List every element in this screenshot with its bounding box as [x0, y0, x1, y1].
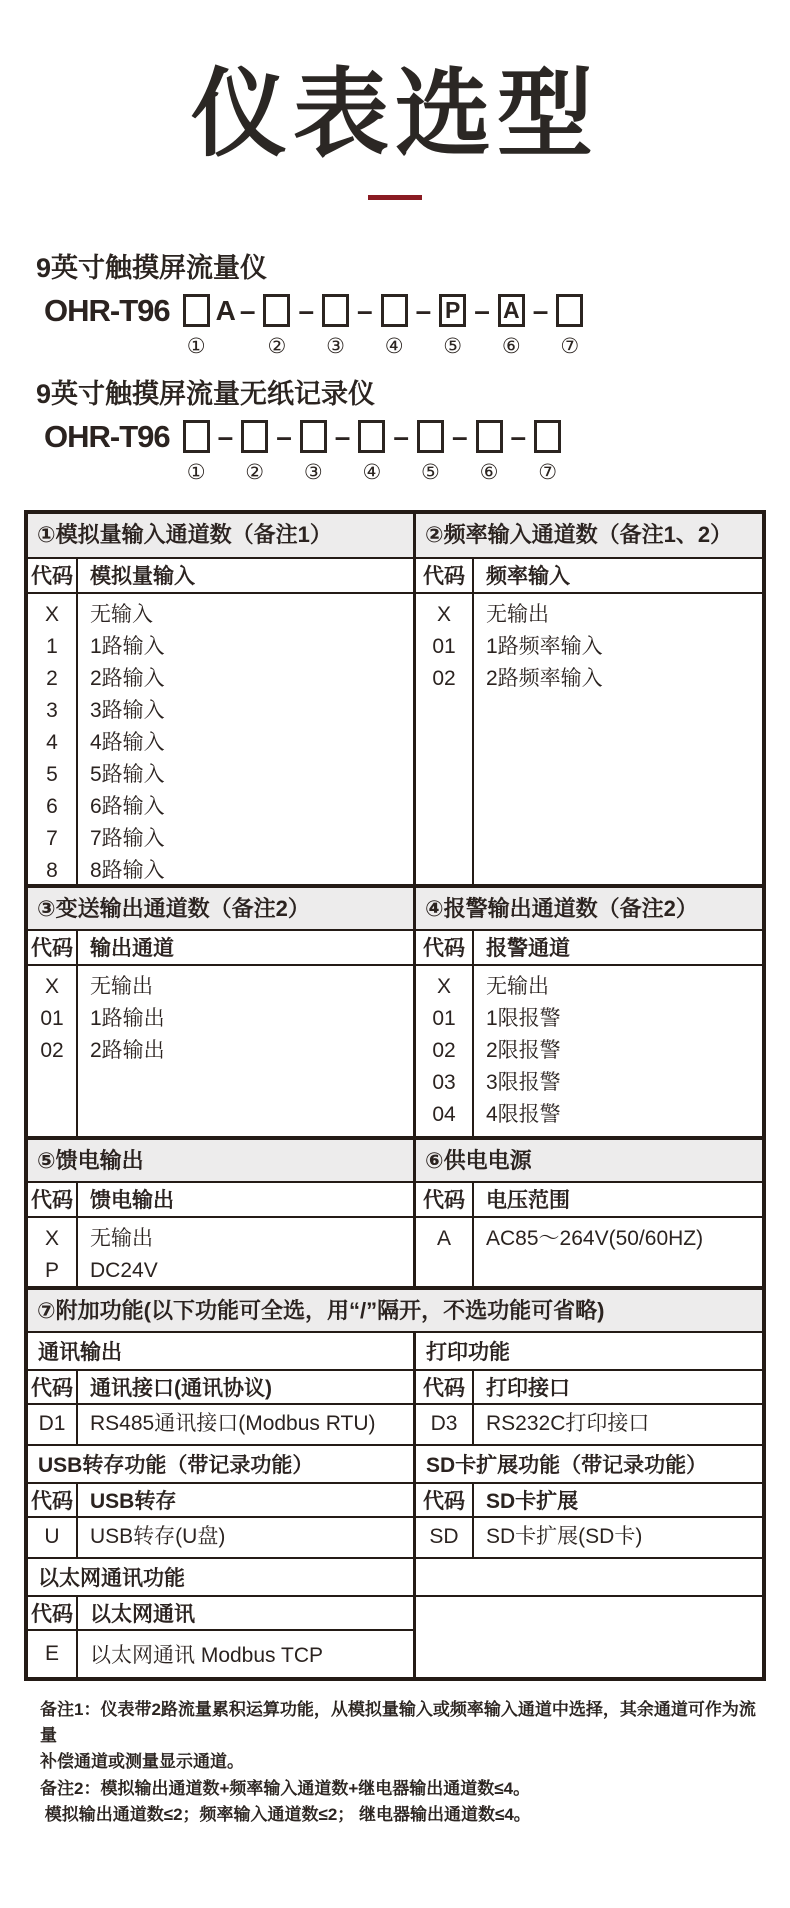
desc-cell: 2路输出: [90, 1038, 165, 1062]
code-cell: 02: [432, 666, 456, 690]
code-cells: [28, 1218, 78, 1286]
code-cells: [28, 594, 78, 884]
code-box: [322, 294, 349, 327]
code-box: [381, 294, 408, 327]
code-box: [300, 420, 327, 453]
code-column-header: 代码: [416, 1371, 474, 1403]
section-title-analog-input: ①模拟量输入通道数（备注1）: [28, 514, 416, 557]
code-cell: SD: [429, 1525, 459, 1549]
code-cell: X: [44, 602, 59, 626]
desc-cell: RS232C打印接口: [486, 1412, 650, 1436]
dash-separator: –: [298, 294, 315, 326]
position-number: ⑥: [501, 333, 521, 358]
table-row: [28, 966, 762, 1138]
table-row: [28, 886, 762, 931]
code-cell: D1: [38, 1412, 66, 1436]
selection-table: [24, 510, 766, 1681]
code-box: [417, 420, 444, 453]
table-row: [28, 1333, 762, 1371]
code-box: [263, 294, 290, 327]
position-number: ③: [303, 459, 323, 484]
model-slot: [417, 420, 444, 484]
model-slot: [358, 420, 385, 484]
position-number: ⑥: [479, 459, 499, 484]
subsection-title-comm-output: 通讯输出: [28, 1333, 416, 1369]
table-row: [28, 1218, 762, 1288]
note-line: 备注2：模拟输出通道数+频率输入通道数+继电器输出通道数≤4。: [40, 1778, 531, 1798]
code-box: [534, 420, 561, 453]
model-heading-flow-meter: 9英寸触摸屏流量仪: [36, 252, 268, 283]
code-cells: [28, 966, 78, 1136]
dash-separator: –: [532, 294, 549, 326]
dash-separator: –: [357, 294, 373, 326]
column-header: 通讯接口(通讯协议): [90, 1376, 272, 1400]
model-slot: [183, 294, 210, 358]
desc-cell: 3路输入: [90, 698, 165, 722]
code-box: [556, 294, 583, 327]
position-number: ②: [245, 459, 265, 484]
dash-separator: –: [217, 420, 234, 452]
table-row: [28, 1405, 762, 1446]
table-row: [28, 514, 762, 559]
section-title-alarm-output: ④报警输出通道数（备注2）: [416, 888, 762, 929]
subsection-title-sd-expansion: SD卡扩展功能（带记录功能）: [426, 1453, 708, 1477]
desc-cell: 以太网通讯 Modbus TCP: [90, 1643, 323, 1667]
page: [0, 50, 790, 1828]
column-header: 以太网通讯: [90, 1602, 195, 1626]
dash-separator: –: [451, 420, 468, 452]
code-cell: X: [44, 974, 59, 998]
code-cells: [416, 1405, 474, 1444]
note-line: 备注1：仪表带2路流量累积运算功能，从模拟量输入或频率输入通道中选择，其余通道可作为流量: [40, 1699, 756, 1745]
code-column-header: 代码: [28, 1484, 78, 1516]
position-number: ①: [186, 459, 206, 484]
code-cell: D3: [430, 1412, 458, 1436]
code-cell: 5: [46, 762, 58, 786]
code-cell: 02: [432, 1038, 456, 1062]
dash-separator: –: [239, 294, 256, 326]
code-cell: U: [44, 1525, 60, 1549]
desc-cells: [78, 594, 413, 884]
section-title-frequency-input: ②频率输入通道数（备注1、2）: [416, 514, 762, 557]
desc-cell: 1路输入: [90, 634, 165, 658]
desc-cell: 无输出: [90, 1226, 153, 1250]
code-column-header: 代码: [416, 931, 474, 964]
table-row: [28, 1484, 762, 1518]
desc-cell: USB转存(U盘): [90, 1525, 226, 1549]
position-number: ①: [186, 333, 206, 358]
dash-separator: –: [393, 420, 409, 452]
desc-cells: [474, 1518, 762, 1557]
desc-cell: 2限报警: [486, 1038, 561, 1062]
dash-separator: –: [334, 420, 351, 452]
desc-cell: SD卡扩展(SD卡): [486, 1525, 643, 1549]
desc-cell: 8路输入: [90, 858, 165, 882]
code-cell: 4: [46, 730, 58, 754]
code-cell: A: [436, 1226, 451, 1250]
column-header: 模拟量输入: [90, 565, 195, 589]
code-cells: [416, 1518, 474, 1557]
model-letter: A: [215, 294, 236, 326]
code-column-header: 代码: [416, 1183, 474, 1216]
model-slot: [263, 294, 290, 358]
desc-cell: 1限报警: [486, 1006, 561, 1030]
model-slot: [183, 420, 210, 484]
desc-cell: 无输入: [90, 602, 153, 626]
desc-cell: 无输出: [90, 974, 153, 998]
column-header: 电压范围: [486, 1189, 570, 1213]
desc-cells: [78, 1218, 413, 1286]
code-column-header: 代码: [28, 1371, 78, 1403]
section-title-transmit-output: ③变送输出通道数（备注2）: [28, 888, 416, 929]
position-number: ④: [384, 333, 404, 358]
model-code-line-flow-meter: [44, 294, 790, 358]
table-row: [28, 1183, 762, 1218]
model-slot: [381, 294, 408, 358]
code-cell: X: [436, 974, 451, 998]
table-row: [28, 931, 762, 966]
code-column-header: 代码: [28, 1597, 78, 1629]
code-cells: [416, 1218, 474, 1286]
desc-cells: [474, 1405, 762, 1444]
model-slot: [439, 294, 466, 358]
table-row: [28, 1288, 762, 1333]
desc-cell: 7路输入: [90, 826, 165, 850]
code-cell: 6: [46, 794, 58, 818]
table-row: [28, 1559, 762, 1597]
code-box: [241, 420, 268, 453]
note-line: 补偿通道或测量显示通道。: [40, 1752, 244, 1772]
subsection-title-usb-transfer: USB转存功能（带记录功能）: [28, 1446, 416, 1482]
code-box: [476, 420, 503, 453]
desc-cell: 1路频率输入: [486, 634, 603, 658]
subsection-title-print-function: 打印功能: [426, 1340, 510, 1364]
code-cell: P: [44, 1258, 59, 1282]
code-box: [183, 420, 210, 453]
title-divider-rule: [368, 195, 422, 200]
table-row: [28, 1597, 762, 1677]
position-number: ③: [326, 333, 345, 358]
desc-cell: 4限报警: [486, 1102, 561, 1126]
dash-separator: –: [415, 294, 432, 326]
model-heading-paperless-recorder: 9英寸触摸屏流量无纸记录仪: [36, 378, 376, 409]
code-cell: 01: [40, 1006, 64, 1030]
empty-cell: [416, 1597, 762, 1677]
position-number: ⑤: [443, 333, 463, 358]
table-row: [28, 1446, 762, 1484]
column-header: 馈电输出: [90, 1189, 174, 1213]
section-title-additional-functions: ⑦附加功能(以下功能可全选，用“/”隔开，不选功能可省略): [28, 1290, 762, 1331]
code-cells: [28, 1405, 78, 1444]
code-box: [358, 420, 385, 453]
desc-cell: 无输出: [486, 974, 549, 998]
column-header: 频率输入: [486, 565, 570, 589]
model-slot: [241, 420, 268, 484]
column-header: 输出通道: [90, 937, 174, 961]
position-number: ④: [362, 459, 382, 484]
desc-cell: 6路输入: [90, 794, 165, 818]
table-row: [28, 1371, 762, 1405]
desc-cells: [78, 966, 413, 1136]
desc-cells: [474, 594, 762, 884]
note-line: 模拟输出通道数≤2；频率输入通道数≤2； 继电器输出通道数≤4。: [40, 1804, 531, 1824]
table-row: [28, 559, 762, 594]
desc-cell: 2路频率输入: [486, 666, 603, 690]
table-row: [28, 1138, 762, 1183]
code-box: A: [498, 294, 525, 327]
column-header: 报警通道: [486, 937, 570, 961]
code-column-header: 代码: [28, 1183, 78, 1216]
code-column-header: 代码: [416, 559, 474, 592]
model-slot: [556, 294, 583, 358]
desc-cells: [474, 966, 762, 1136]
dash-separator: –: [474, 294, 490, 326]
column-header: SD卡扩展: [486, 1489, 579, 1513]
code-cell: E: [28, 1631, 78, 1677]
code-column-header: 代码: [28, 559, 78, 592]
notes-block: [40, 1697, 766, 1829]
code-cell: 03: [432, 1070, 456, 1094]
code-cells: [416, 594, 474, 884]
desc-cell: 2路输入: [90, 666, 165, 690]
code-cell: 7: [46, 826, 58, 850]
column-header: USB转存: [90, 1489, 177, 1513]
section-title-feed-output: ⑤馈电输出: [28, 1140, 416, 1181]
desc-cell: 无输出: [486, 602, 549, 626]
model-slot: [322, 294, 349, 358]
code-cell: 01: [432, 1006, 456, 1030]
desc-cell: 3限报警: [486, 1070, 561, 1094]
code-cell: 1: [46, 634, 58, 658]
model-code-block: [36, 246, 790, 484]
desc-cells: [474, 1218, 762, 1286]
code-cell: 01: [432, 634, 456, 658]
model-slot: [534, 420, 561, 484]
desc-cell: RS485通讯接口(Modbus RTU): [90, 1412, 376, 1436]
model-prefix: OHR-T96: [44, 418, 170, 454]
code-box: [183, 294, 210, 327]
code-cell: X: [44, 1226, 59, 1250]
position-number: ⑦: [560, 333, 580, 358]
desc-cell: 1路输出: [90, 1006, 165, 1030]
position-number: ②: [267, 333, 287, 358]
code-box: P: [439, 294, 466, 327]
table-row: [28, 594, 762, 886]
desc-cells: [78, 1405, 413, 1444]
model-slot: [498, 294, 525, 358]
code-cells: [28, 1518, 78, 1557]
code-cells: [416, 966, 474, 1136]
table-row: [28, 1518, 762, 1559]
position-number: ⑦: [538, 459, 558, 484]
code-cell: 04: [432, 1102, 456, 1126]
desc-cell: 5路输入: [90, 762, 165, 786]
model-slot: [300, 420, 327, 484]
dash-separator: –: [276, 420, 292, 452]
code-cell: 02: [40, 1038, 64, 1062]
model-prefix: OHR-T96: [44, 292, 170, 328]
model-slot: [476, 420, 503, 484]
subsection-title-ethernet: 以太网通讯功能: [28, 1559, 416, 1595]
desc-cell: AC85～264V(50/60HZ): [486, 1226, 704, 1250]
desc-cell: 4路输入: [90, 730, 165, 754]
position-number: ⑤: [421, 459, 440, 484]
desc-cell: DC24V: [90, 1258, 158, 1282]
section-title-power-supply: ⑥供电电源: [416, 1140, 762, 1181]
desc-cells: [78, 1518, 413, 1557]
code-cell: 8: [46, 858, 58, 882]
dash-separator: –: [510, 420, 527, 452]
empty-cell: [416, 1559, 762, 1595]
code-cell: 2: [46, 666, 58, 690]
code-column-header: 代码: [28, 931, 78, 964]
code-column-header: 代码: [416, 1484, 474, 1516]
code-cell: X: [436, 602, 451, 626]
code-cell: 3: [46, 698, 58, 722]
column-header: 打印接口: [486, 1376, 570, 1400]
page-title: 仪表选型: [191, 61, 599, 168]
model-code-line-paperless-recorder: [44, 420, 790, 484]
